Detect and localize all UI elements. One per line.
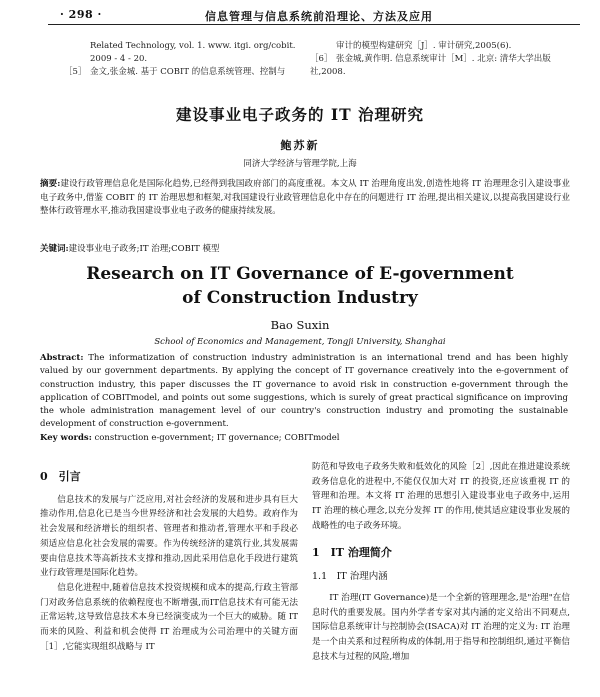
right-column — [312, 460, 570, 664]
chinese-abstract — [40, 178, 570, 219]
chinese-abstract-text: 建设行政管理信息化是国际化趋势,已经得到我国政府部门的高度重视。本文从 IT 治理角度出发,创造性地将 IT 治理理念引入建设事业电子政务中,借鉴 COBIT 的 IT 治理思想和框架,对我国建设行业政管理信息化中存在的问题进行 IT 治理,提出相关建议,以提高我国建设行业整体行政管理水平,推动我国建设事业电子政务的健康持续发展。 — [40, 179, 570, 216]
chinese-author: 鲍苏新 — [280, 139, 320, 152]
english-keywords-label: Key words: — [40, 433, 92, 443]
reference-item: ［6］ 张金城,黄作明. 信息系统审计［M］. 北京: 清华大学出版社,2008. — [310, 54, 551, 77]
english-abstract — [40, 352, 568, 432]
references-right — [310, 40, 580, 79]
english-keywords — [40, 433, 568, 443]
chinese-keywords-label: 关键词: — [40, 244, 69, 254]
english-affiliation: School of Economics and Management, Tongji University, Shanghai — [154, 337, 446, 347]
english-abstract-label: Abstract: — [40, 353, 84, 363]
reference-item: 审计的模型构建研究［J］. 审计研究,2005(6). — [336, 41, 512, 51]
reference-item: Related Technology, vol. 1. www. itgi. org/cobit. 2009 - 4 - 20. — [90, 41, 296, 64]
english-abstract-text: The informatization of construction industry administration is an international trend and has been highly valued by our government departments. By applying the concept of IT governance creatively into the e-government of construction industry, this paper discusses the IT governance to avoid risk in construction e-government through the application of COBITmodel, and points out some suggestions, which is surely of great practical significance on improving the whole administration management level of our country's construction industry and promoting the sustainable development of construction e-government. — [40, 353, 569, 430]
english-author: Bao Suxin — [270, 318, 330, 332]
section-1-1-heading: 1.1 IT 治理内涵 — [312, 571, 388, 583]
english-title-line-2: of Construction Industry — [182, 288, 418, 308]
chinese-affiliation: 同济大学经济与管理学院,上海 — [243, 159, 357, 169]
chinese-abstract-label: 摘要: — [40, 179, 61, 189]
chinese-title: 建设事业电子政务的 IT 治理研究 — [175, 105, 425, 124]
chinese-keywords — [40, 242, 570, 254]
section-0-heading: 0 引言 — [40, 470, 81, 483]
english-keywords-text: construction e-government; IT governance; COBITmodel — [94, 433, 340, 443]
right-intro-paragraph: 防范和导致电子政务失败和低效化的风险［2］,因此在推进建设系统政务信息化的进程中,不能仅仅加大对 IT 的投资,还应该重视 IT 的管理和治理。本文将 IT 治理的思想引入建设事业电子政务中,运用 IT 治理的核心理念,以充分发挥 IT 的作用,使其适应建设事业发展的战略性的电子政务环境。 — [312, 462, 570, 531]
references-left — [64, 40, 314, 79]
reference-item: ［5］ 金文,张金城. 基于 COBIT 的信息系统管理、控制与 — [64, 67, 286, 77]
running-title: 信息管理与信息系统前沿理论、方法及应用 — [205, 10, 433, 23]
section-1-paragraph-1: IT 治理(IT Governance)是一个全新的管理理念,是"治理"在信息时代的重要发展。国内外学者专家对其内涵的定义给出不同观点,国际信息系统审计与控制协会(ISACA)对 IT 治理的定义为: IT 治理是一个由关系和过程所构成的体制,用于指导和控制组织,通过平衡信息技术与过程的风险,增加 — [312, 592, 570, 662]
section-1-heading: 1 IT 治理简介 — [312, 545, 392, 559]
left-column — [40, 470, 298, 654]
section-0-paragraph-1: 信息技术的发展与广泛应用,对社会经济的发展和进步具有巨大推动作用,信息化已是当今世界经济和社会发展的大趋势。政府作为社会发展和经济增长的组织者、管理者和推动者,管理水平和手段必须适应信息化社会发展的需要。作为传统经济的建筑行业,其发展需要由信息技术等高新技术支撑和推动,因此采用信息化手段进行建筑业行政管理是国际化趋势。 — [40, 494, 298, 579]
english-title — [0, 262, 600, 310]
header-rule — [48, 24, 580, 25]
chinese-keywords-text: 建设事业电子政务;IT 治理;COBIT 模型 — [68, 244, 220, 254]
english-title-line-1: Research on IT Governance of E-government — [86, 264, 514, 284]
section-0-paragraph-2: 信息化进程中,随着信息技术投资规模和成本的提高,行政主管部门对政务信息系统的依赖程度也不断增强,而IT信息技术有可能无法正常运转,这导致信息技术本身已经演变成为一个巨大的威胁。随 IT 而来的风险、利益和机会使得 IT 治理成为公司治理中的关键方面［1］,它能实现组织战略与 IT — [40, 582, 298, 652]
page-number: · 298 · — [60, 8, 102, 21]
